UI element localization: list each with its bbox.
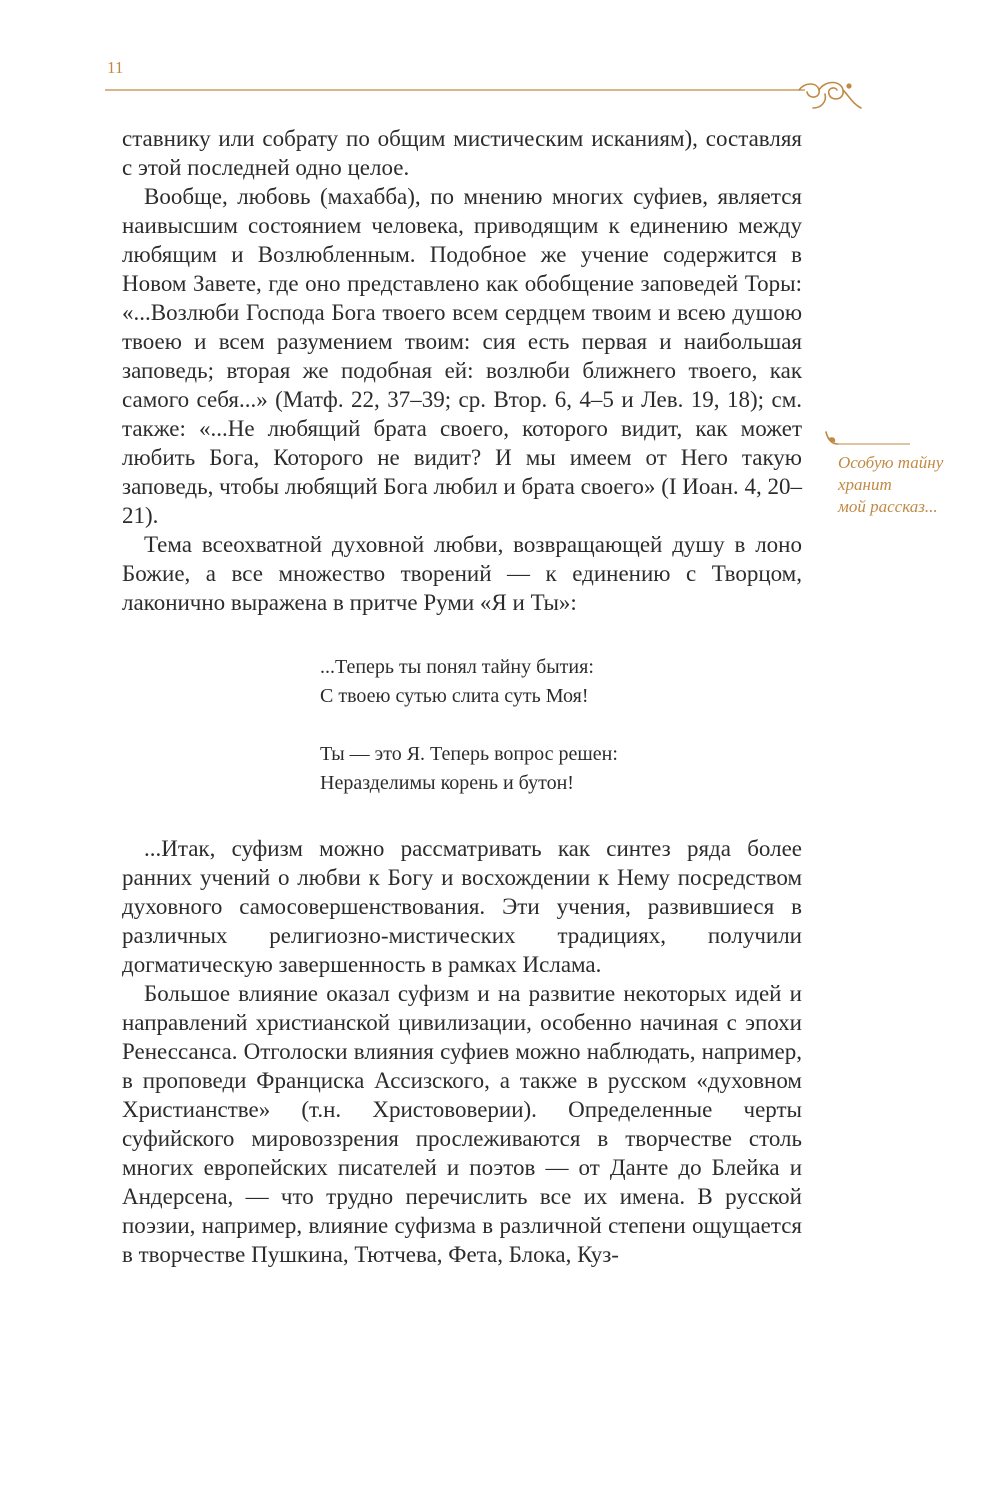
paragraph: ...Итак, суфизм можно рассматривать как синтез ряда более ранних учений о любви к Богу и восхождении к Нему посредством духовного самосовершенствования. Эти учения, развившиеся в различных религиозно-мистических традициях, получили догматическую завершенность в рамках Ислама. — [122, 836, 802, 977]
poem-line: Неразделимы корень и бутон! — [320, 772, 574, 794]
poem-stanza — [320, 653, 802, 711]
paragraph: Вообще, любовь (махабба), по мнению многих суфиев, является наивысшим состоянием человека, приводящим к единению между любящим и Возлюбленным. Подобное же учение содержится в Новом Завете, где оно представлено как обобщение заповедей Торы: «...Возлюби Господа Бога твоего всем сердцем твоим и всею душою твоею и всем разумением твоим: сия есть первая и наибольшая заповедь; вторая же подобная ей: возлюби ближнего твоего, как самого себя...» (Матф. 22, 37–39; ср. Втор. 6, 4–5 и Лев. 19, 18); см. также: «...Не любящий брата своего, которого видит, как может любить Бога, Которого не видит? И мы имеем от Него такую заповедь, чтобы любящий Бога любил и брата своего» (I Иоан. 4, 20–21). — [122, 184, 802, 528]
marginal-line: мой рассказ... — [838, 497, 938, 516]
paragraph: Тема всеохватной духовной любви, возвращающей душу в лоно Божие, а все множество творений — к единению с Творцом, лаконично выражена в притче Руми «Я и Ты»: — [122, 532, 802, 615]
marginal-line: Особую тайну — [838, 453, 944, 472]
poem-stanza — [320, 740, 802, 798]
paragraph: ставнику или собрату по общим мистическим исканиям), составляя с этой последней одно целое. — [122, 126, 802, 180]
poem-line: С твоею сутью слита суть Моя! — [320, 685, 589, 707]
marginal-line: хранит — [838, 475, 892, 494]
flourish-ornament-icon — [105, 78, 867, 112]
body-text — [122, 124, 802, 1269]
marginal-note — [824, 428, 964, 518]
poem-line: Ты — это Я. Теперь вопрос решен: — [320, 743, 618, 765]
page-number: 11 — [107, 58, 124, 77]
paragraph: Большое влияние оказал суфизм и на развитие некоторых идей и направлений христианской цивилизации, особенно начиная с эпохи Ренессанса. Отголоски влияния суфиев можно наблюдать, например, в проповеди Франциска Ассизского, а также в русском «духовном Христианстве» (т.н. Христововерии). Определенные черты суфийского мировоззрения прослеживаются в творчестве столь многих европейских писателей и поэтов — от Данте до Блейка и Андерсена, — что трудно перечислить все их имена. В русской поэзии, например, влияние суфизма в различной степени ощущается в творчестве Пушкина, Тютчева, Фета, Блока, Куз- — [122, 981, 802, 1267]
poem — [320, 653, 802, 798]
leaf-flourish-icon — [824, 428, 914, 448]
poem-line: ...Теперь ты понял тайну бытия: — [320, 656, 594, 678]
